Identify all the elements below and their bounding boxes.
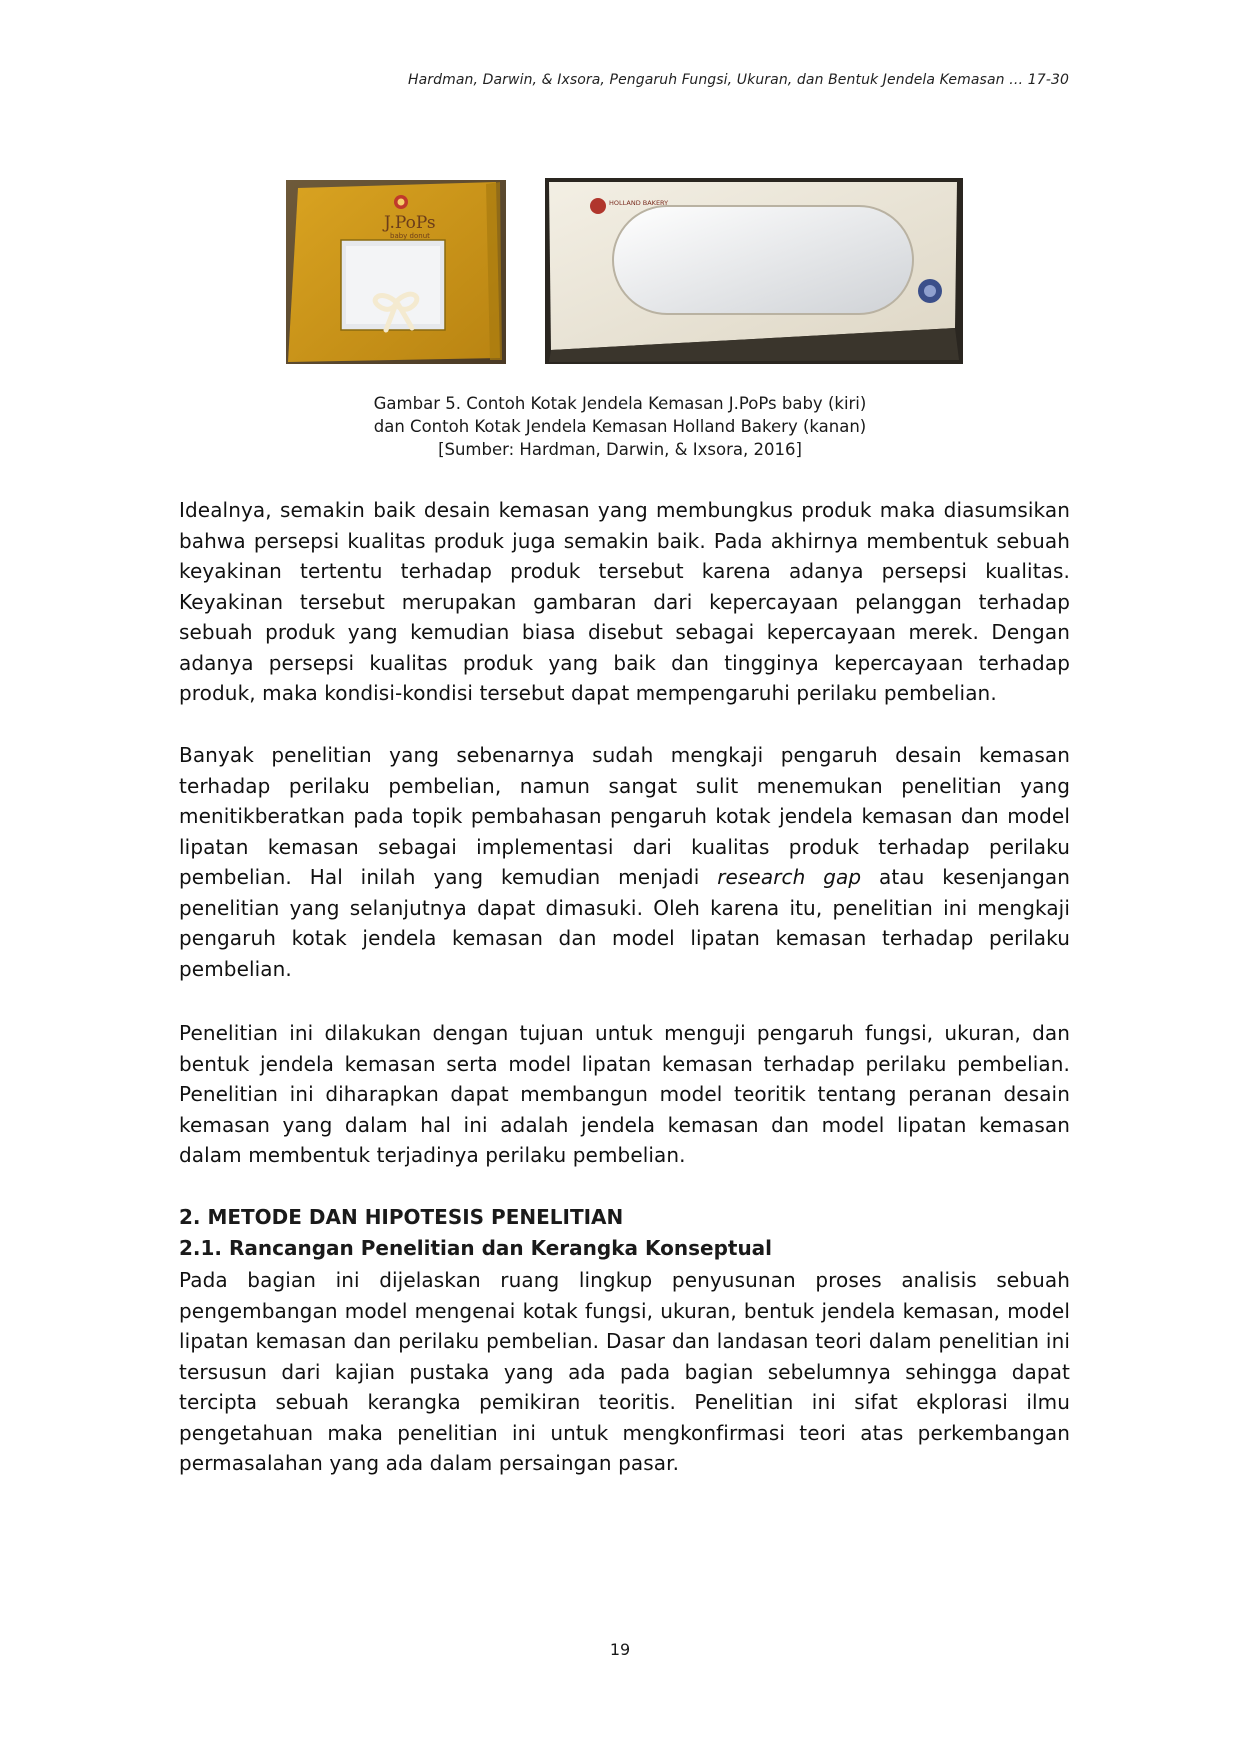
paragraph-3 <box>179 1018 1070 1171</box>
paragraph-1 <box>179 495 1070 709</box>
paragraph-2-part-a: Banyak penelitian yang sebenarnya sudah mengkaji pengaruh desain kemasan terhadap perilaku pembelian, namun sangat sulit menemukan penelitian yang menitikberatkan pada topik pembahasan pengaruh kotak jendela kemasan dan model lipatan kemasan sebagai implementasi dari kualitas produk terhadap perilaku pembelian. Hal inilah yang kemudian menjadi <box>179 743 1070 889</box>
caption-line-1: Gambar 5. Contoh Kotak Jendela Kemasan J.PoPs baby (kiri) <box>373 394 867 413</box>
paragraph-2-part-b: atau kesenjangan penelitian yang selanjutnya dapat dimasuki. Oleh karena itu, penelitian ini mengkaji pengaruh kotak jendela kemasan dan model lipatan kemasan terhadap perilaku pembelian. <box>179 865 1070 981</box>
subsection-heading: 2.1. Rancangan Penelitian dan Kerangka Konseptual <box>179 1236 773 1260</box>
paragraph-4-text: Pada bagian ini dijelaskan ruang lingkup penyusunan proses analisis sebuah pengembangan model mengenai kotak fungsi, ukuran, bentuk jendela kemasan, model lipatan kemasan dan perilaku pembelian. Dasar dan landasan teori dalam penelitian ini tersusun dari kajian pustaka yang ada pada bagian sebelumnya sehingga dapat tercipta sebuah kerangka pemikiran teoritis. Penelitian ini sifat ekplorasi ilmu pengetahuan maka penelitian ini untuk mengkonfirmasi teori atas perkembangan permasalahan yang ada dalam persaingan pasar. <box>179 1268 1070 1475</box>
paragraph-1-text: Idealnya, semakin baik desain kemasan yang membungkus produk maka diasumsikan bahwa persepsi kualitas produk juga semakin baik. Pada akhirnya membentuk sebuah keyakinan tertentu terhadap produk tersebut karena adanya persepsi kualitas. Keyakinan tersebut merupakan gambaran dari kepercayaan pelanggan terhadap sebuah produk yang kemudian biasa disebut sebagai kepercayaan merek. Dengan adanya persepsi kualitas produk yang baik dan tingginya kepercayaan terhadap produk, maka kondisi-kondisi tersebut dapat mempengaruhi perilaku pembelian. <box>179 498 1070 705</box>
jpops-sub-text: baby donut <box>390 232 430 240</box>
paragraph-3-text: Penelitian ini dilakukan dengan tujuan untuk menguji pengaruh fungsi, ukuran, dan bentuk jendela kemasan serta model lipatan kemasan terhadap perilaku pembelian. Penelitian ini diharapkan dapat membangun model teoritik tentang peranan desain kemasan yang dalam hal ini adalah jendela kemasan dan model lipatan kemasan dalam membentuk terjadinya perilaku pembelian. <box>179 1021 1070 1167</box>
running-header: Hardman, Darwin, & Ixsora, Pengaruh Fungsi, Ukuran, dan Bentuk Jendela Kemasan … 17-30 <box>407 72 1069 88</box>
jpops-brand-text: J.PoPs <box>384 213 436 233</box>
paragraph-2 <box>179 740 1070 984</box>
caption-line-2: dan Contoh Kotak Jendela Kemasan Holland Bakery (kanan) <box>373 417 867 436</box>
research-gap-term: research gap <box>717 865 862 889</box>
section-heading: 2. METODE DAN HIPOTESIS PENELITIAN <box>179 1205 624 1229</box>
holland-bakery-brand-text: HOLLAND BAKERY <box>609 199 669 207</box>
paragraph-2-text <box>179 740 1070 984</box>
holland-bakery-box-photo <box>545 178 963 364</box>
page-number: 19 <box>609 1640 631 1659</box>
jpops-box-photo <box>286 180 506 364</box>
caption-line-3: [Sumber: Hardman, Darwin, & Ixsora, 2016] <box>438 440 802 459</box>
paragraph-4 <box>179 1265 1070 1479</box>
figure-caption <box>300 392 940 461</box>
